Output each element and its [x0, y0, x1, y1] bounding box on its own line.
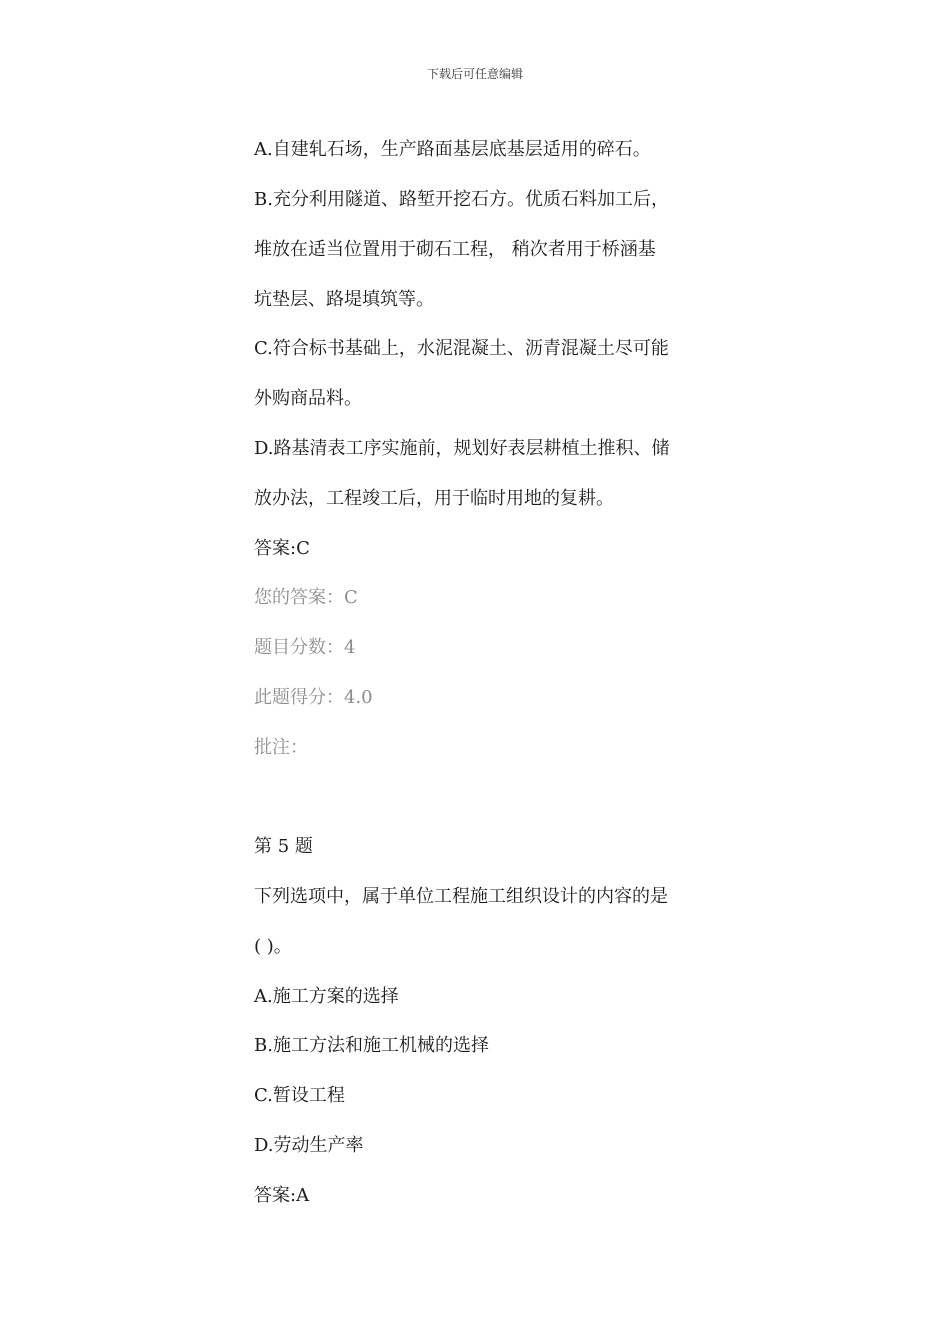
q5-option-d: D.劳动生产率 — [254, 1135, 364, 1156]
q5-question-line-1: 下列选项中，属于单位工程施工组织设计的内容的是 — [254, 886, 668, 907]
q5-question-line-2: ( )。 — [254, 936, 292, 957]
q4-your-answer: 您的答案：C — [254, 587, 358, 608]
page-header: 下载后可任意编辑 — [426, 67, 523, 81]
q4-score: 题目分数：4 — [254, 637, 356, 658]
q5-title: 第 5 题 — [254, 836, 313, 857]
q4-option-b-line-3: 坑垫层、路堤填筑等。 — [254, 289, 434, 310]
q4-option-c-line-2: 外购商品料。 — [254, 388, 362, 409]
q5-option-a: A.施工方案的选择 — [254, 986, 399, 1007]
q5-option-b: B.施工方法和施工机械的选择 — [254, 1035, 489, 1056]
q4-option-d-line-2: 放办法，工程竣工后，用于临时用地的复耕。 — [254, 488, 614, 509]
q5-answer: 答案:A — [254, 1185, 310, 1206]
q5-option-c: C.暂设工程 — [254, 1085, 345, 1106]
q4-option-b-line-1: B.充分利用隧道、路堑开挖石方。优质石料加工后， — [254, 189, 669, 210]
q4-comment: 批注： — [254, 737, 308, 758]
q4-option-c-line-1: C.符合标书基础上，水泥混凝土、沥青混凝土尽可能 — [254, 338, 669, 359]
q4-option-d-line-1: D.路基清表工序实施前，规划好表层耕植土推积、储 — [254, 438, 670, 459]
q4-option-b-line-2: 堆放在适当位置用于砌石工程， 稍次者用于桥涵基 — [254, 239, 656, 260]
q4-answer: 答案:C — [254, 538, 310, 559]
q4-option-a: A.自建轧石场，生产路面基层底基层适用的碎石。 — [254, 139, 651, 160]
q4-earned: 此题得分：4.0 — [254, 687, 373, 708]
